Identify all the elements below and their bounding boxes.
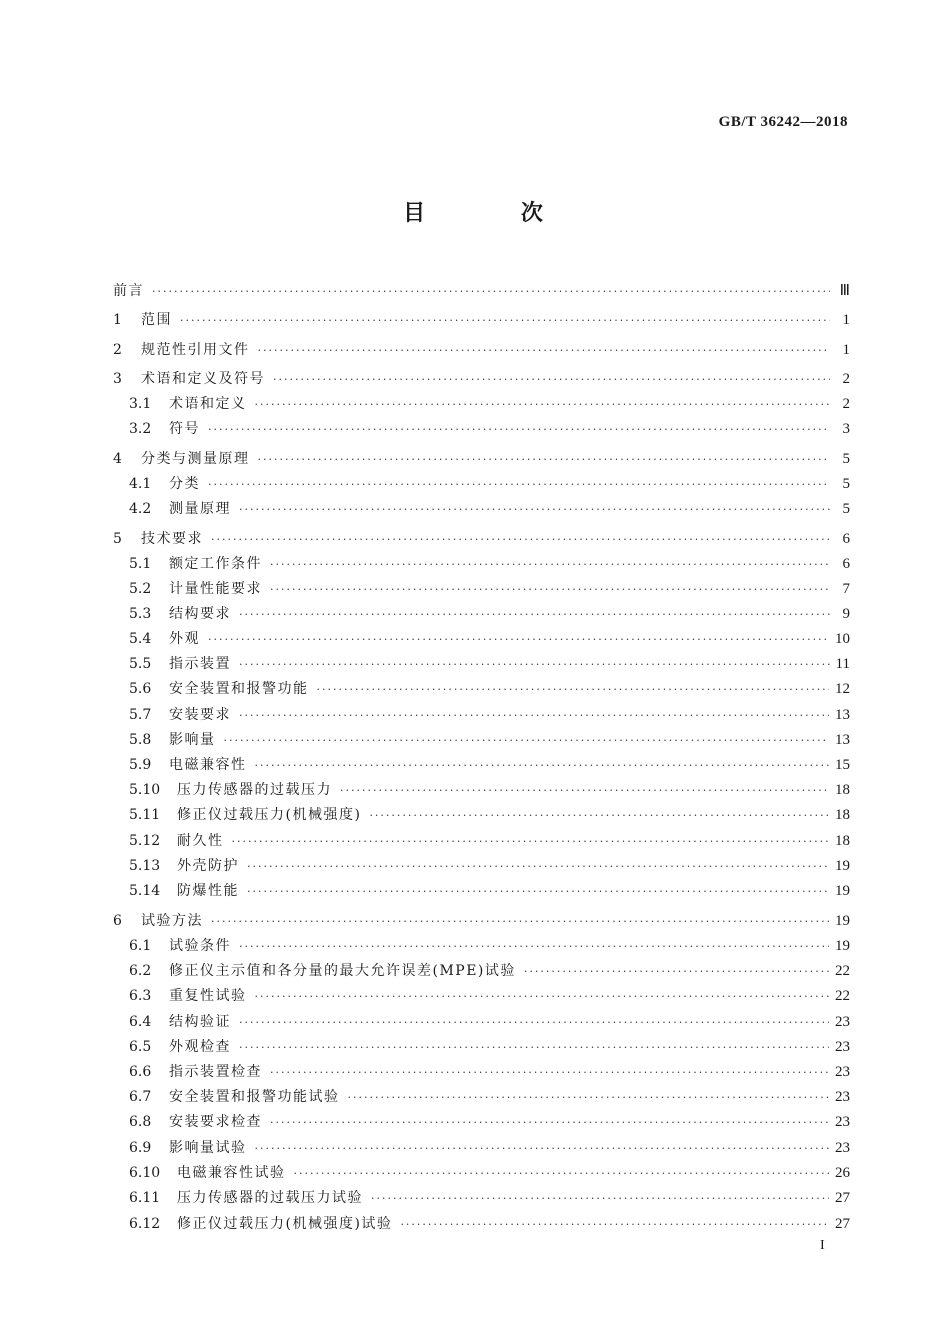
toc-entry-page: 19 [835,858,850,874]
toc-entry-page: 10 [835,631,850,647]
toc-entry[interactable] [129,676,850,698]
toc-entry[interactable] [113,366,850,388]
toc-entry-number: 6.2 [129,963,152,979]
toc-entry-title: 修正仪过载压力(机械强度) [177,807,362,823]
toc-entry[interactable] [129,777,850,799]
toc-entry-page: 19 [835,913,850,929]
toc-entry-number: 5.3 [129,606,152,622]
toc-entry-number: 6.7 [129,1089,152,1105]
toc-entry[interactable] [129,983,850,1005]
toc-entry-number: 6.3 [129,988,152,1004]
toc-entry-number: 5.6 [129,681,152,697]
toc-entry-page: 23 [835,1089,850,1105]
toc-entry-page: 15 [835,757,850,773]
toc-entry-number: 5.10 [129,782,161,798]
toc-entry-page: 5 [842,451,850,467]
leader-dots [371,1191,829,1207]
toc-entry-page: 6 [842,531,850,547]
toc-entry-title: 安全装置和报警功能试验 [169,1089,340,1105]
toc-entry[interactable] [129,802,850,824]
leader-dots [211,914,829,930]
leader-dots [270,1065,829,1081]
toc-entry-number: 3.1 [129,396,152,412]
toc-entry[interactable] [113,446,850,468]
leader-dots [258,452,831,468]
toc-entry-title: 结构要求 [169,606,231,622]
toc-entry-number: 4 [113,451,122,467]
leader-dots [247,859,829,875]
toc-entry-page: 27 [835,1216,850,1232]
toc-entry-title: 外观检查 [169,1039,231,1055]
toc-entry-title: 术语和定义及符号 [141,371,265,387]
toc-entry-page: 2 [842,371,850,387]
leader-dots [270,582,830,598]
leader-dots [211,532,830,548]
toc-entry-number: 3 [113,371,122,387]
toc-entry-page: 18 [835,833,850,849]
leader-dots [400,1217,829,1233]
toc-entry-number: 5.4 [129,631,152,647]
page-title: 目 次 [403,201,587,226]
toc-entry-title: 结构验证 [169,1014,231,1030]
leader-dots [239,939,829,955]
toc-entry-number: 6.9 [129,1140,152,1156]
toc-entry[interactable] [129,702,850,724]
leader-dots [524,964,829,980]
leader-dots [348,1090,830,1106]
toc-entry[interactable] [129,471,850,493]
leader-dots [369,808,829,824]
toc-entry-title: 电磁兼容性 [169,757,247,773]
toc-entry-number: 6 [113,913,122,929]
leader-dots [180,313,830,329]
toc-entry-title: 范围 [141,312,172,328]
toc-entry-title: 修正仪主示值和各分量的最大允许误差(MPE)试验 [169,963,516,979]
toc-entry-number: 4.1 [129,476,152,492]
toc-entry-number: 6.12 [129,1216,161,1232]
leader-dots [152,284,830,300]
toc-entry[interactable] [129,496,850,518]
toc-entry-number: 6.8 [129,1114,152,1130]
toc-entry[interactable] [129,1009,850,1031]
toc-entry-title: 安装要求 [169,707,231,723]
toc-entry[interactable] [129,391,850,413]
toc-entry-page: 18 [835,782,850,798]
toc-entry[interactable] [129,752,850,774]
page-number: I [820,1238,825,1253]
toc-entry-number: 5.12 [129,833,161,849]
toc-entry-number: 6.4 [129,1014,152,1030]
toc-entry-title: 影响量试验 [169,1140,247,1156]
leader-dots [239,657,830,673]
toc-entry[interactable] [113,307,850,329]
leader-dots [255,989,830,1005]
toc-entry-page: 19 [835,938,850,954]
toc-entry-title: 额定工作条件 [169,556,262,572]
toc-entry-page: 5 [842,501,850,517]
toc-entry[interactable] [129,651,850,673]
toc-entry[interactable] [113,337,850,359]
toc-entry-page: 22 [835,988,850,1004]
toc-entry-page: 3 [842,421,850,437]
toc-entry-number: 5.5 [129,656,152,672]
toc-entry-number: 5.14 [129,883,161,899]
toc-entry[interactable] [129,1185,850,1207]
toc-entry-page: 23 [835,1114,850,1130]
leader-dots [239,607,830,623]
toc-entry-title: 压力传感器的过载压力 [177,782,332,798]
leader-dots [239,1040,829,1056]
toc-entry-page: 7 [842,581,850,597]
toc-entry-page: 22 [835,963,850,979]
toc-entry-title: 安装要求检查 [169,1114,262,1130]
toc-entry-title: 测量原理 [169,501,231,517]
toc-entry-page: 5 [842,476,850,492]
toc-entry-title: 分类与测量原理 [141,451,250,467]
toc-entry-number: 6.11 [129,1190,161,1206]
toc-entry[interactable] [129,601,850,623]
leader-dots [270,557,830,573]
toc-entry-page: 27 [835,1190,850,1206]
leader-dots [294,1166,830,1182]
toc-entry-title: 重复性试验 [169,988,247,1004]
toc-entry-title: 前言 [113,283,144,299]
standard-code: GB/T 36242—2018 [718,114,848,130]
toc-entry-page: 13 [835,732,850,748]
leader-dots [247,884,829,900]
toc-entry-page: Ⅲ [839,283,850,299]
toc-entry[interactable] [129,878,850,900]
leader-dots [239,708,829,724]
toc-entry-number: 5.13 [129,858,161,874]
leader-dots [239,1015,829,1031]
toc-entry-title: 分类 [169,476,200,492]
toc-entry-number: 5 [113,531,122,547]
toc-entry-title: 安全装置和报警功能 [169,681,309,697]
leader-dots [273,372,830,388]
toc-entry[interactable] [129,828,850,850]
toc-entry[interactable] [129,551,850,573]
toc-entry-number: 5.11 [129,807,161,823]
leader-dots [255,1141,830,1157]
toc-entry[interactable] [129,1059,850,1081]
toc-entry[interactable] [129,416,850,438]
toc-entry-number: 6.1 [129,938,152,954]
toc-entry-page: 23 [835,1039,850,1055]
toc-entry[interactable] [129,958,850,980]
toc-entry-title: 指示装置检查 [169,1064,262,1080]
toc-entry-page: 1 [842,312,850,328]
toc-entry-number: 4.2 [129,501,152,517]
leader-dots [208,477,830,493]
toc-entry-page: 12 [835,681,850,697]
toc-entry-title: 符号 [169,421,200,437]
toc-entry-title: 外壳防护 [177,858,239,874]
leader-dots [258,343,831,359]
toc-entry[interactable] [129,626,850,648]
toc-entry-number: 5.7 [129,707,152,723]
toc-entry-number: 5.9 [129,757,152,773]
leader-dots [270,1115,829,1131]
toc-entry-number: 3.2 [129,421,152,437]
toc-entry[interactable] [129,1034,850,1056]
toc-entry[interactable] [113,908,850,930]
toc-entry[interactable] [129,933,850,955]
leader-dots [239,502,830,518]
toc-entry-page: 19 [835,883,850,899]
toc-entry-number: 2 [113,342,122,358]
toc-entry-page: 1 [842,342,850,358]
toc-entry-number: 1 [113,312,122,328]
leader-dots [317,682,830,698]
toc-entry-title: 防爆性能 [177,883,239,899]
toc-entry-page: 23 [835,1064,850,1080]
leader-dots [255,758,830,774]
toc-entry-title: 规范性引用文件 [141,342,250,358]
toc-entry-title: 指示装置 [169,656,231,672]
toc-entry[interactable] [129,1211,850,1233]
toc-entry-number: 6.5 [129,1039,152,1055]
toc-entry-title: 外观 [169,631,200,647]
toc-entry-title: 技术要求 [141,531,203,547]
toc-entry-number: 5.1 [129,556,152,572]
toc-entry-number: 6.6 [129,1064,152,1080]
toc-entry[interactable] [129,576,850,598]
toc-entry[interactable] [113,278,850,300]
toc-entry-title: 影响量 [169,732,216,748]
toc-entry-title: 电磁兼容性试验 [177,1165,286,1181]
toc-entry-title: 计量性能要求 [169,581,262,597]
toc-entry[interactable] [129,853,850,875]
leader-dots [224,733,830,749]
toc-entry-page: 11 [835,656,850,672]
toc-entry[interactable] [129,1160,850,1182]
leader-dots [255,397,831,413]
toc-entry[interactable] [129,1084,850,1106]
toc-entry-title: 术语和定义 [169,396,247,412]
toc-entry-page: 6 [842,556,850,572]
toc-entry-title: 修正仪过载压力(机械强度)试验 [177,1216,393,1232]
toc-entry-number: 6.10 [129,1165,161,1181]
toc-entry-page: 23 [835,1014,850,1030]
toc-entry-title: 试验条件 [169,938,231,954]
toc-entry-title: 试验方法 [141,913,203,929]
toc-entry-page: 13 [835,707,850,723]
toc-entry-page: 18 [835,807,850,823]
toc-entry[interactable] [129,1109,850,1131]
toc-entry-page: 9 [842,606,850,622]
toc-entry[interactable] [129,727,850,749]
leader-dots [340,783,829,799]
toc-entry-number: 5.8 [129,732,152,748]
toc-entry-title: 耐久性 [177,833,224,849]
leader-dots [232,834,830,850]
toc-entry-page: 23 [835,1140,850,1156]
toc-entry-page: 26 [835,1165,850,1181]
toc-entry-page: 2 [842,396,850,412]
toc-entry-title: 压力传感器的过载压力试验 [177,1190,363,1206]
toc-entry[interactable] [129,1135,850,1157]
toc-entry[interactable] [113,526,850,548]
leader-dots [208,632,829,648]
toc-entry-number: 5.2 [129,581,152,597]
leader-dots [208,422,830,438]
